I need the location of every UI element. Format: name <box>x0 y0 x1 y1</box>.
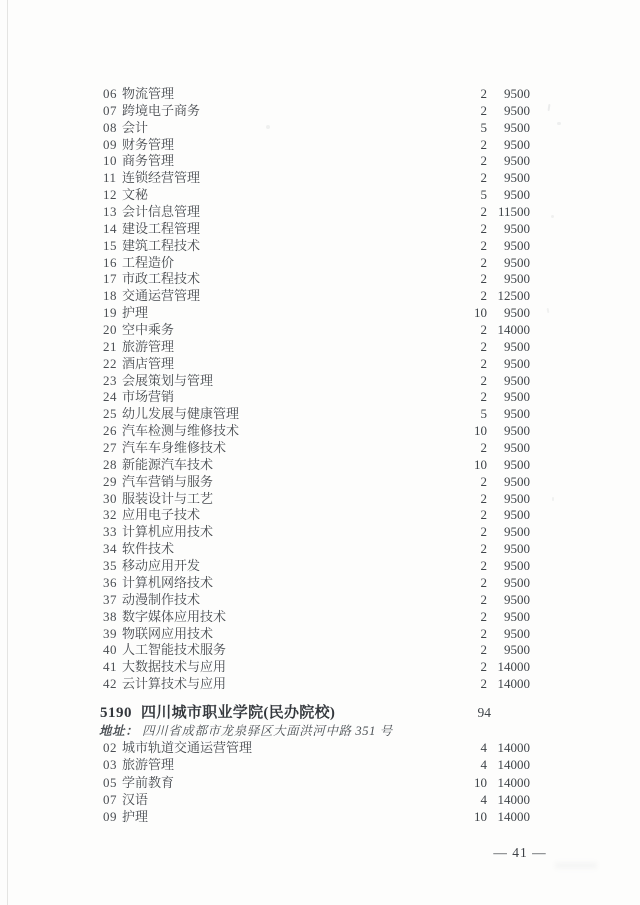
tuition-fee: 9500 <box>504 591 530 607</box>
plan-count: 2 <box>480 237 487 253</box>
major-name: 建设工程管理 <box>122 220 201 236</box>
major-code: 13 <box>103 204 117 220</box>
tuition-fee: 9500 <box>504 220 530 236</box>
major-code: 40 <box>103 642 117 658</box>
plan-count: 4 <box>480 757 487 773</box>
major-code: 08 <box>103 119 117 135</box>
major-name: 物联网应用技术 <box>122 625 214 641</box>
major-name: 会计信息管理 <box>122 204 201 220</box>
major-row <box>103 406 530 423</box>
major-code: 19 <box>103 305 117 321</box>
plan-count: 2 <box>480 676 487 692</box>
tuition-fee: 9500 <box>504 456 530 472</box>
major-name: 会展策划与管理 <box>122 372 214 388</box>
major-row <box>103 339 530 356</box>
major-row <box>103 524 530 541</box>
major-row <box>103 373 530 390</box>
major-name: 汽车车身维修技术 <box>122 440 227 456</box>
tuition-fee: 9500 <box>504 541 530 557</box>
tuition-fee: 9500 <box>504 338 530 354</box>
majors-list-continued <box>103 86 530 693</box>
tuition-fee: 14000 <box>497 791 530 807</box>
plan-count: 2 <box>480 204 487 220</box>
tuition-fee: 14000 <box>497 809 530 825</box>
major-name: 护理 <box>122 809 149 825</box>
major-code: 16 <box>103 254 117 270</box>
tuition-fee: 9500 <box>504 355 530 371</box>
tuition-fee: 9500 <box>504 170 530 186</box>
major-code: 25 <box>103 406 117 422</box>
school-majors-list <box>103 739 530 825</box>
tuition-fee: 9500 <box>504 237 530 253</box>
major-row <box>103 457 530 474</box>
major-row <box>103 120 530 137</box>
scan-artifact <box>557 122 561 125</box>
major-name: 汉语 <box>122 791 149 807</box>
tuition-fee: 14000 <box>497 659 530 675</box>
major-name: 跨境电子商务 <box>122 102 201 118</box>
major-row <box>103 356 530 373</box>
plan-count: 5 <box>480 119 487 135</box>
major-code: 33 <box>103 524 117 540</box>
major-code: 22 <box>103 355 117 371</box>
tuition-fee: 14000 <box>497 739 530 755</box>
major-code: 07 <box>103 102 117 118</box>
tuition-fee: 9500 <box>504 473 530 489</box>
major-code: 36 <box>103 574 117 590</box>
plan-count: 2 <box>480 102 487 118</box>
major-name: 护理 <box>122 305 149 321</box>
major-name: 文秘 <box>122 187 149 203</box>
major-row <box>103 288 530 305</box>
school-total-plan: 94 <box>477 704 491 720</box>
major-code: 37 <box>103 591 117 607</box>
major-row <box>103 774 530 791</box>
major-row <box>103 423 530 440</box>
major-code: 17 <box>103 271 117 287</box>
address-text: 四川省成都市龙泉驿区大面洪河中路 351 号 <box>142 723 393 738</box>
major-name: 软件技术 <box>122 541 175 557</box>
major-code: 42 <box>103 676 117 692</box>
major-row <box>103 305 530 322</box>
major-code: 10 <box>103 153 117 169</box>
major-row <box>103 575 530 592</box>
major-name: 空中乘务 <box>122 322 175 338</box>
major-name: 数字媒体应用技术 <box>122 608 227 624</box>
plan-count: 2 <box>480 490 487 506</box>
plan-count: 2 <box>480 642 487 658</box>
plan-count: 2 <box>480 625 487 641</box>
tuition-fee: 9500 <box>504 574 530 590</box>
tuition-fee: 12500 <box>497 288 530 304</box>
tuition-fee: 14000 <box>497 322 530 338</box>
tuition-fee: 9500 <box>504 271 530 287</box>
major-name: 新能源汽车技术 <box>122 456 214 472</box>
major-row <box>103 389 530 406</box>
major-name: 学前教育 <box>122 774 175 790</box>
major-name: 汽车检测与维修技术 <box>122 423 240 439</box>
major-name: 计算机应用技术 <box>122 524 214 540</box>
scan-artifact <box>266 125 270 129</box>
major-row <box>103 756 530 773</box>
plan-count: 2 <box>480 659 487 675</box>
scan-artifact <box>551 215 554 218</box>
plan-count: 2 <box>480 558 487 574</box>
major-code: 20 <box>103 322 117 338</box>
plan-count: 2 <box>480 153 487 169</box>
major-name: 大数据技术与应用 <box>122 659 227 675</box>
major-row <box>103 170 530 187</box>
major-row <box>103 642 530 659</box>
scan-artifact <box>548 104 551 111</box>
school-code: 5190 <box>100 704 132 721</box>
major-row <box>103 271 530 288</box>
tuition-fee: 9500 <box>504 507 530 523</box>
major-name: 市场营销 <box>122 389 175 405</box>
major-code: 41 <box>103 659 117 675</box>
major-code: 29 <box>103 473 117 489</box>
tuition-fee: 9500 <box>504 187 530 203</box>
plan-count: 2 <box>480 440 487 456</box>
major-row <box>103 659 530 676</box>
major-code: 32 <box>103 507 117 523</box>
major-code: 34 <box>103 541 117 557</box>
scan-artifact <box>552 497 554 501</box>
plan-count: 4 <box>480 791 487 807</box>
plan-count: 2 <box>480 355 487 371</box>
plan-count: 2 <box>480 608 487 624</box>
plan-count: 2 <box>480 473 487 489</box>
major-code: 26 <box>103 423 117 439</box>
major-row <box>103 440 530 457</box>
tuition-fee: 9500 <box>504 440 530 456</box>
plan-count: 5 <box>480 187 487 203</box>
major-row <box>103 221 530 238</box>
major-name: 工程造价 <box>122 254 175 270</box>
major-row <box>103 474 530 491</box>
major-name: 连锁经营管理 <box>122 170 201 186</box>
major-row <box>103 739 530 756</box>
major-row <box>103 238 530 255</box>
plan-count: 10 <box>474 774 487 790</box>
plan-count: 2 <box>480 254 487 270</box>
plan-count: 2 <box>480 288 487 304</box>
scan-artifact <box>547 308 550 313</box>
scan-artifact <box>555 862 597 869</box>
plan-count: 10 <box>474 423 487 439</box>
tuition-fee: 11500 <box>497 204 530 220</box>
major-code: 39 <box>103 625 117 641</box>
major-row <box>103 791 530 808</box>
plan-count: 2 <box>480 220 487 236</box>
major-row <box>103 808 530 825</box>
major-code: 38 <box>103 608 117 624</box>
plan-count: 2 <box>480 574 487 590</box>
page-content <box>99 86 530 825</box>
address-label: 地址： <box>99 723 139 738</box>
major-name: 城市轨道交通运营管理 <box>122 739 253 755</box>
major-row <box>103 592 530 609</box>
plan-count: 2 <box>480 170 487 186</box>
major-code: 18 <box>103 288 117 304</box>
tuition-fee: 14000 <box>497 757 530 773</box>
tuition-fee: 9500 <box>504 254 530 270</box>
major-name: 移动应用开发 <box>122 558 201 574</box>
tuition-fee: 9500 <box>504 406 530 422</box>
major-code: 14 <box>103 220 117 236</box>
tuition-fee: 9500 <box>504 153 530 169</box>
major-row <box>103 558 530 575</box>
tuition-fee: 9500 <box>504 558 530 574</box>
major-row <box>103 676 530 693</box>
tuition-fee: 9500 <box>504 642 530 658</box>
major-code: 23 <box>103 372 117 388</box>
major-code: 21 <box>103 338 117 354</box>
major-name: 服装设计与工艺 <box>122 490 214 506</box>
major-code: 09 <box>103 809 117 825</box>
major-row <box>103 541 530 558</box>
tuition-fee: 9500 <box>504 389 530 405</box>
major-code: 28 <box>103 456 117 472</box>
major-row <box>103 137 530 154</box>
major-row <box>103 187 530 204</box>
major-name: 建筑工程技术 <box>122 237 201 253</box>
major-row <box>103 86 530 103</box>
major-name: 交通运营管理 <box>122 288 201 304</box>
major-name: 旅游管理 <box>122 338 175 354</box>
plan-count: 5 <box>480 406 487 422</box>
plan-count: 2 <box>480 322 487 338</box>
major-code: 11 <box>103 170 117 186</box>
school-header <box>100 703 530 723</box>
plan-count: 2 <box>480 372 487 388</box>
major-name: 人工智能技术服务 <box>122 642 227 658</box>
major-name: 酒店管理 <box>122 355 175 371</box>
tuition-fee: 9500 <box>504 102 530 118</box>
major-row <box>103 153 530 170</box>
major-code: 02 <box>103 739 117 755</box>
major-name: 商务管理 <box>122 153 175 169</box>
plan-count: 2 <box>480 136 487 152</box>
major-name: 动漫制作技术 <box>122 591 201 607</box>
major-row <box>103 255 530 272</box>
tuition-fee: 9500 <box>504 372 530 388</box>
major-code: 24 <box>103 389 117 405</box>
plan-count: 10 <box>474 809 487 825</box>
major-row <box>103 103 530 120</box>
major-code: 12 <box>103 187 117 203</box>
major-code: 15 <box>103 237 117 253</box>
tuition-fee: 9500 <box>504 119 530 135</box>
major-name: 会计 <box>122 119 149 135</box>
plan-count: 2 <box>480 507 487 523</box>
plan-count: 2 <box>480 338 487 354</box>
major-row <box>103 322 530 339</box>
major-code: 35 <box>103 558 117 574</box>
major-name: 市政工程技术 <box>122 271 201 287</box>
tuition-fee: 9500 <box>504 625 530 641</box>
plan-count: 10 <box>474 456 487 472</box>
tuition-fee: 9500 <box>504 136 530 152</box>
major-row <box>103 491 530 508</box>
tuition-fee: 9500 <box>504 423 530 439</box>
tuition-fee: 14000 <box>497 676 530 692</box>
major-row <box>103 507 530 524</box>
major-code: 27 <box>103 440 117 456</box>
major-code: 06 <box>103 86 117 101</box>
major-code: 03 <box>103 757 117 773</box>
tuition-fee: 9500 <box>504 524 530 540</box>
major-code: 07 <box>103 791 117 807</box>
major-code: 09 <box>103 136 117 152</box>
plan-count: 10 <box>474 305 487 321</box>
tuition-fee: 9500 <box>504 305 530 321</box>
tuition-fee: 14000 <box>497 774 530 790</box>
plan-count: 2 <box>480 86 487 101</box>
major-name: 计算机网络技术 <box>122 574 214 590</box>
major-name: 幼儿发展与健康管理 <box>122 406 240 422</box>
major-row <box>103 609 530 626</box>
major-row <box>103 204 530 221</box>
major-name: 旅游管理 <box>122 757 175 773</box>
scan-edge-line <box>7 0 8 905</box>
major-code: 05 <box>103 774 117 790</box>
plan-count: 4 <box>480 739 487 755</box>
plan-count: 2 <box>480 541 487 557</box>
page-number: — 41 — <box>493 845 547 860</box>
major-name: 物流管理 <box>122 86 175 101</box>
tuition-fee: 9500 <box>504 86 530 101</box>
major-row <box>103 626 530 643</box>
tuition-fee: 9500 <box>504 490 530 506</box>
plan-count: 2 <box>480 591 487 607</box>
plan-count: 2 <box>480 524 487 540</box>
tuition-fee: 9500 <box>504 608 530 624</box>
plan-count: 2 <box>480 271 487 287</box>
school-name: 四川城市职业学院(民办院校) <box>141 704 336 721</box>
school-address-line <box>99 723 530 739</box>
plan-count: 2 <box>480 389 487 405</box>
major-name: 云计算技术与应用 <box>122 676 227 692</box>
major-name: 汽车营销与服务 <box>122 473 214 489</box>
major-name: 应用电子技术 <box>122 507 201 523</box>
major-code: 30 <box>103 490 117 506</box>
major-name: 财务管理 <box>122 136 175 152</box>
